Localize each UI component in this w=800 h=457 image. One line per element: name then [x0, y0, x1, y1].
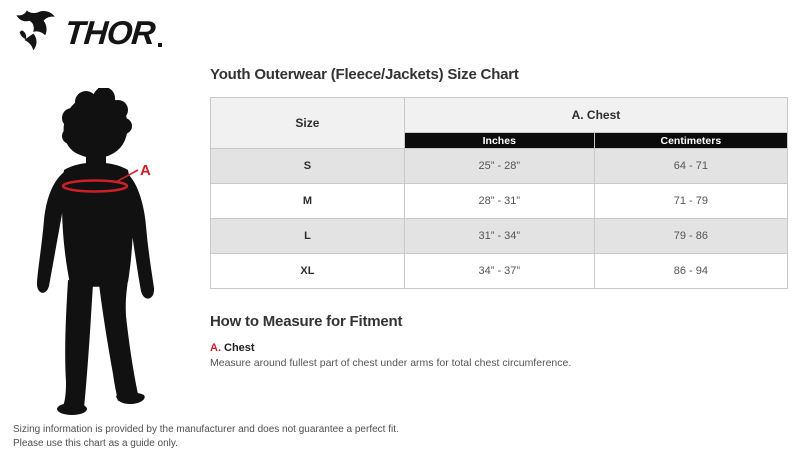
measure-item-chest — [210, 342, 790, 369]
how-to-measure-heading: How to Measure for Fitment — [210, 313, 403, 330]
inches-value: 31” - 34” — [404, 219, 594, 254]
hair-bump — [108, 100, 128, 120]
centimeters-value: 86 - 94 — [594, 254, 787, 289]
page-title: Youth Outerwear (Fleece/Jackets) Size Chart — [210, 66, 519, 83]
column-header-size: Size — [211, 98, 405, 149]
silhouette-right-leg — [99, 280, 138, 401]
centimeters-value: 71 - 79 — [594, 184, 787, 219]
measure-item-name — [210, 342, 790, 354]
inches-value: 28” - 31” — [404, 184, 594, 219]
table-row-l — [211, 219, 788, 254]
size-value: XL — [211, 254, 405, 289]
youth-body-silhouette — [8, 88, 180, 418]
column-header-chest: A. Chest — [404, 98, 787, 133]
hair-bump — [116, 118, 132, 134]
centimeters-value: 79 - 86 — [594, 219, 787, 254]
size-value: M — [211, 184, 405, 219]
size-chart-table — [210, 97, 788, 289]
disclaimer — [13, 423, 399, 451]
size-value: S — [211, 149, 405, 184]
table-row-s — [211, 149, 788, 184]
unit-header-inches: Inches — [404, 133, 594, 149]
silhouette-left-leg — [63, 280, 93, 408]
centimeters-value: 64 - 71 — [594, 149, 787, 184]
disclaimer-line-1: Sizing information is provided by the manufacturer and does not guarantee a perfect fit. — [13, 424, 399, 435]
unit-header-centimeters: Centimeters — [594, 133, 787, 149]
main-content — [210, 66, 790, 369]
table-row-xl — [211, 254, 788, 289]
size-value: L — [211, 219, 405, 254]
silhouette-left-foot — [57, 403, 87, 415]
measure-item-description: Measure around fullest part of chest under arms for total chest circumference. — [210, 357, 572, 369]
disclaimer-line-2: Please use this chart as a guide only. — [13, 438, 178, 449]
inches-value: 34” - 37” — [404, 254, 594, 289]
measure-item-key: A. — [210, 342, 221, 354]
hair-bump — [62, 108, 82, 128]
hair-bump — [62, 128, 78, 144]
thor-helmet-icon — [14, 9, 62, 55]
logo-period-dot — [158, 43, 162, 47]
measure-item-title: Chest — [224, 342, 255, 354]
inches-value: 25” - 28” — [404, 149, 594, 184]
brand-wordmark: THOR — [63, 13, 157, 51]
brand-logo — [14, 9, 162, 55]
measure-point-label: A — [140, 162, 151, 179]
table-row-m — [211, 184, 788, 219]
